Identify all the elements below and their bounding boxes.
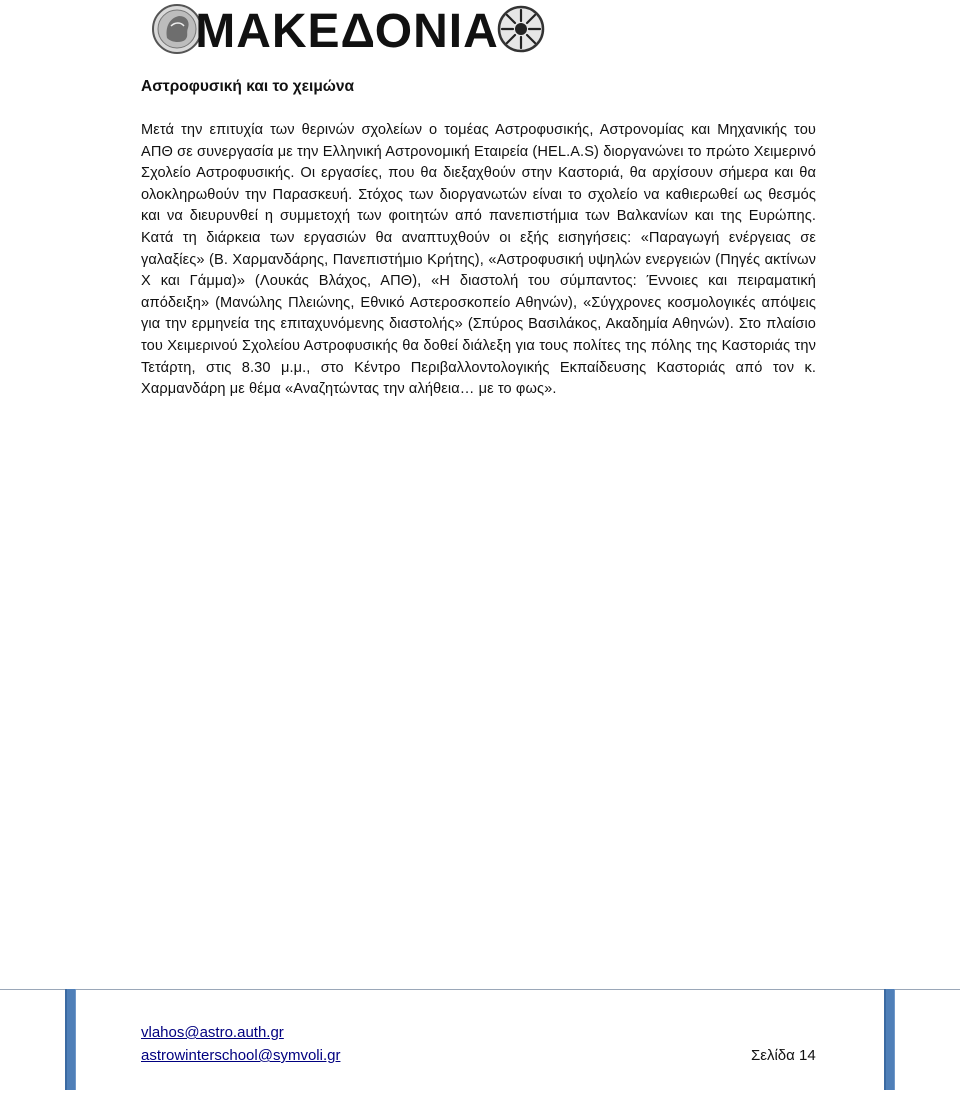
footer-email-link-winterschool[interactable]: astrowinterschool@symvoli.gr bbox=[141, 1047, 341, 1064]
left-coin-icon bbox=[153, 5, 201, 53]
footer-bar-left bbox=[65, 989, 76, 1090]
article-title: Αστροφυσική και το χειμώνα bbox=[141, 78, 355, 95]
vergina-sun-icon bbox=[499, 7, 543, 51]
footer-bar-right bbox=[884, 989, 895, 1090]
masthead-logo bbox=[141, 2, 554, 56]
article-body: Μετά την επιτυχία των θερινών σχολείων ο τομέας Αστροφυσικής, Αστρονομίας και Μηχανικής του ΑΠΘ σε συνεργασία με την Ελληνική Αστρονομική Εταιρεία (HEL.A.S) διοργανώνει το πρώτο Χειμερινό Σχολείο Αστροφυσικής. Οι εργασίες, που θα διεξαχθούν στην Καστοριά, θα αρχίσουν σήμερα και θα ολοκληρωθούν την Παρασκευή. Στόχος των διοργανωτών είναι το σχολείο να καθιερωθεί ως θεσμός και να διευρυνθεί η συμμετοχή των φοιτητών από πανεπιστήμια των Βαλκανίων και της Ευρώπης. Κατά τη διάρκεια των εργασιών θα αναπτυχθούν οι εξής εισηγήσεις: «Παραγωγή ενέργειας σε γαλαξίες» (Β. Χαρμανδάρης, Πανεπιστήμιο Κρήτης), «Αστροφυσική υψηλών ενεργειών (Πηγές ακτίνων Χ και Γάμμα)» (Λουκάς Βλάχος, ΑΠΘ), «Η διαστολή του σύμπαντος: Έννοιες και πειραματική απόδειξη» (Μανώλης Πλειώνης, Εθνικό Αστεροσκοπείο Αθηνών), «Σύγχρονες κοσμολογικές απόψεις για την ερμηνεία της επιταχυνόμενης διαστολής» (Σπύρος Βασιλάκος, Ακαδημία Αθηνών). Στο πλαίσιο του Χειμερινού Σχολείου Αστροφυσικής θα δοθεί διάλεξη για τους πολίτες της πόλης της Καστοριάς την Τετάρτη, στις 8.30 μ.μ., στο Κέντρο Περιβαλλοντολογικής Εκπαίδευσης Καστοριάς από τον κ. Χαρμανδάρη με θέμα «Αναζητώντας την αλήθεια… με το φως». bbox=[141, 122, 816, 398]
footer-email-link-vlahos[interactable]: vlahos@astro.auth.gr bbox=[141, 1024, 284, 1041]
masthead-title: ΜΑΚΕΔΟΝΙΑ bbox=[195, 5, 499, 56]
footer-divider bbox=[0, 989, 960, 990]
newspaper-masthead bbox=[141, 2, 554, 56]
page-number: Σελίδα 14 bbox=[751, 1047, 816, 1064]
